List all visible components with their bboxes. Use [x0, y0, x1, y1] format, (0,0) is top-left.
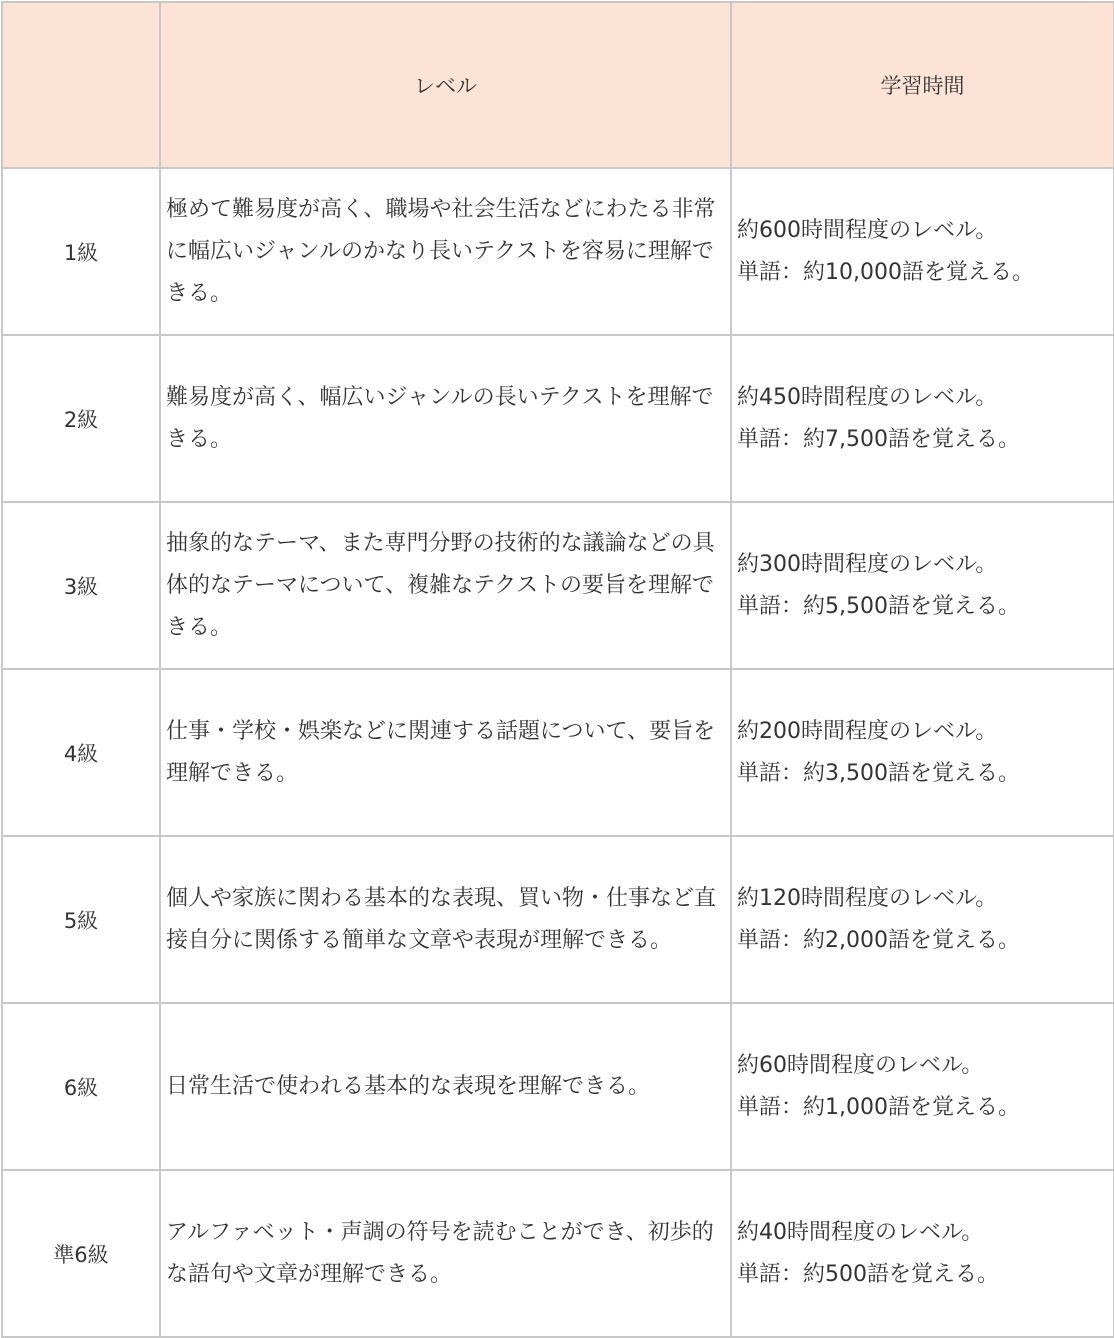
- study-hours: 約300時間程度のレベル。: [737, 551, 998, 577]
- grade-cell: 6級: [2, 1003, 160, 1170]
- study-time-cell: [731, 1170, 1114, 1337]
- study-hours: 約450時間程度のレベル。: [737, 384, 998, 410]
- vocabulary-count: 単語：約7,500語を覚える。: [737, 426, 1020, 452]
- study-time-cell: [731, 669, 1114, 836]
- table-row: [2, 1170, 1114, 1337]
- table-header-row: [2, 2, 1114, 168]
- study-time-cell: [731, 836, 1114, 1003]
- grade-cell: 3級: [2, 502, 160, 669]
- grade-cell: 準6級: [2, 1170, 160, 1337]
- vocabulary-count: 単語：約500語を覚える。: [737, 1261, 999, 1287]
- table-row: [2, 502, 1114, 669]
- header-level: レベル: [160, 2, 731, 168]
- vocabulary-count: 単語：約2,000語を覚える。: [737, 927, 1020, 953]
- study-hours: 約40時間程度のレベル。: [737, 1219, 984, 1245]
- vocabulary-count: 単語：約3,500語を覚える。: [737, 760, 1020, 786]
- vocabulary-count: 単語：約10,000語を覚える。: [737, 259, 1034, 285]
- study-hours: 約600時間程度のレベル。: [737, 217, 998, 243]
- level-description: 日常生活で使われる基本的な表現を理解できる。: [160, 1003, 731, 1170]
- study-hours: 約60時間程度のレベル。: [737, 1052, 984, 1078]
- study-hours: 約200時間程度のレベル。: [737, 718, 998, 744]
- study-time-cell: [731, 335, 1114, 502]
- grade-cell: 1級: [2, 168, 160, 335]
- grade-cell: 2級: [2, 335, 160, 502]
- header-time: 学習時間: [731, 2, 1114, 168]
- table-row: [2, 168, 1114, 335]
- grade-cell: 5級: [2, 836, 160, 1003]
- study-hours: 約120時間程度のレベル。: [737, 885, 998, 911]
- study-time-cell: [731, 502, 1114, 669]
- level-description: アルファベット・声調の符号を読むことができ、初歩的な語句や文章が理解できる。: [160, 1170, 731, 1337]
- vocabulary-count: 単語：約5,500語を覚える。: [737, 593, 1020, 619]
- level-description: 極めて難易度が高く、職場や社会生活などにわたる非常に幅広いジャンルのかなり長いテクストを容易に理解できる。: [160, 168, 731, 335]
- study-time-cell: [731, 168, 1114, 335]
- table-row: [2, 669, 1114, 836]
- level-description: 抽象的なテーマ、また専門分野の技術的な議論などの具体的なテーマについて、複雑なテクストの要旨を理解できる。: [160, 502, 731, 669]
- vocabulary-count: 単語：約1,000語を覚える。: [737, 1094, 1020, 1120]
- header-grade: [2, 2, 160, 168]
- study-time-cell: [731, 1003, 1114, 1170]
- table-row: [2, 1003, 1114, 1170]
- level-description: 仕事・学校・娯楽などに関連する話題について、要旨を理解できる。: [160, 669, 731, 836]
- table-row: [2, 335, 1114, 502]
- level-description: 個人や家族に関わる基本的な表現、買い物・仕事など直接自分に関係する簡単な文章や表現が理解できる。: [160, 836, 731, 1003]
- level-table: [1, 1, 1114, 1338]
- table-row: [2, 836, 1114, 1003]
- level-description: 難易度が高く、幅広いジャンルの長いテクストを理解できる。: [160, 335, 731, 502]
- grade-cell: 4級: [2, 669, 160, 836]
